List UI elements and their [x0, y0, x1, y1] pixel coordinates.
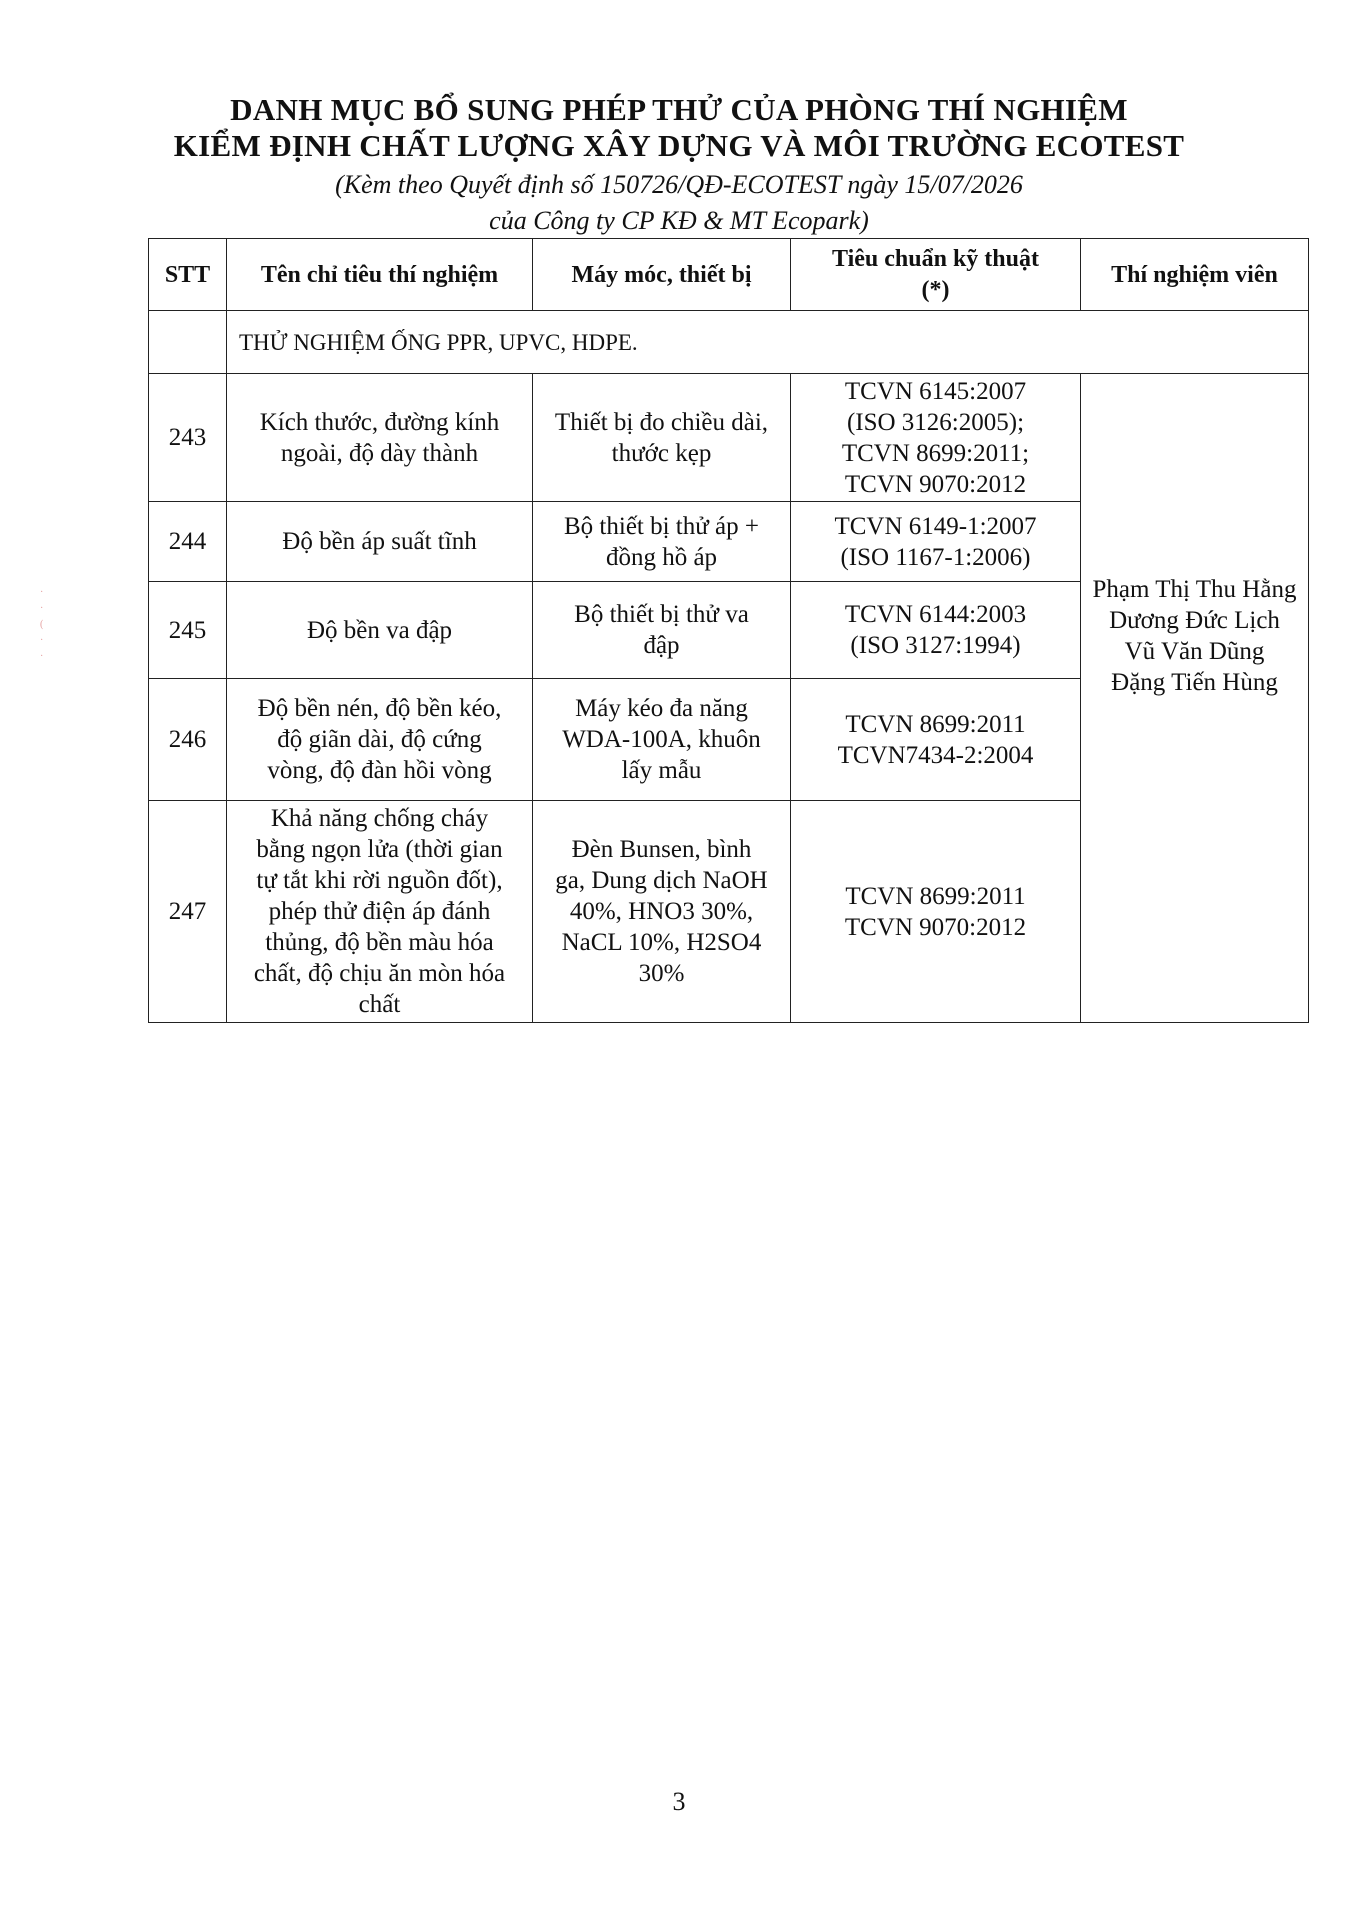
tester-name: Đặng Tiến Hùng — [1111, 669, 1278, 696]
document-title-line1: DANH MỤC BỔ SUNG PHÉP THỬ CỦA PHÒNG THÍ NGHIỆM — [230, 92, 1128, 127]
cell-line: lấy mẫu — [621, 757, 702, 784]
page-number: 3 — [672, 1787, 686, 1816]
tester-name: Vũ Văn Dũng — [1124, 638, 1265, 665]
cell-line: ngoài, độ dày thành — [280, 439, 479, 467]
row-equipment — [533, 582, 791, 679]
cell-line: Máy kéo đa năng — [575, 695, 748, 722]
row-equipment — [533, 801, 791, 1023]
margin-scan-marks: · · ( · · — [40, 587, 44, 662]
cell-line: phép thử điện áp đánh — [268, 898, 491, 925]
cell-line: ga, Dung dịch NaOH — [555, 867, 768, 894]
column-header-stt: STT — [149, 239, 227, 311]
column-header-equipment: Máy móc, thiết bị — [533, 239, 791, 311]
cell-line: Bộ thiết bị thử va — [574, 601, 749, 628]
table-header-row — [149, 239, 1309, 311]
cell-line: (ISO 3126:2005); — [846, 408, 1025, 436]
row-standard — [791, 582, 1081, 679]
row-stt: 244 — [149, 502, 227, 582]
cell-line: vòng, độ đàn hồi vòng — [267, 757, 492, 784]
cell-line: TCVN 8699:2011 — [845, 882, 1026, 910]
tester-name: Dương Đức Lịch — [1109, 607, 1280, 634]
section-stt-cell — [149, 311, 227, 374]
cell-line: Độ bền nén, độ bền kéo, — [257, 695, 502, 722]
cell-line: Thiết bị đo chiều dài, — [554, 408, 769, 436]
column-header-standard-line2: (*) — [921, 276, 950, 303]
row-equipment — [533, 374, 791, 502]
cell-line: TCVN 9070:2012 — [844, 470, 1027, 498]
cell-line: Bộ thiết bị thử áp + — [564, 512, 759, 540]
column-header-test-name: Tên chỉ tiêu thí nghiệm — [227, 239, 533, 311]
row-equipment — [533, 679, 791, 801]
cell-line: thước kẹp — [611, 439, 712, 467]
tester-name: Phạm Thị Thu Hằng — [1092, 576, 1297, 603]
document-subtitle-line1: (Kèm theo Quyết định số 150726/QĐ-ECOTEST ngày 15/07/2026 — [335, 170, 1023, 199]
table-row — [149, 374, 1309, 502]
section-title: THỬ NGHIỆM ỐNG PPR, UPVC, HDPE. — [227, 311, 1309, 374]
cell-line: (ISO 3127:1994) — [850, 632, 1021, 659]
cell-line: Đèn Bunsen, bình — [571, 836, 752, 863]
cell-line: Độ bền áp suất tĩnh — [282, 528, 477, 555]
cell-line: thủng, độ bền màu hóa — [265, 929, 494, 956]
cell-line: đập — [643, 632, 680, 659]
cell-line: NaCL 10%, H2SO4 — [561, 929, 762, 956]
cell-line: 40%, HNO3 30%, — [569, 898, 754, 925]
cell-line: Kích thước, đường kính — [259, 408, 500, 436]
document-subtitle-line2: của Công ty CP KĐ & MT Ecopark) — [489, 206, 869, 235]
section-row — [149, 311, 1309, 374]
row-equipment — [533, 502, 791, 582]
cell-line: bằng ngọn lửa (thời gian — [256, 836, 503, 863]
cell-line: TCVN7434-2:2004 — [837, 741, 1034, 769]
row-standard — [791, 374, 1081, 502]
cell-line: độ giãn dài, độ cứng — [277, 726, 482, 753]
cell-line: TCVN 6149-1:2007 — [834, 512, 1037, 540]
cell-line: Khả năng chống cháy — [270, 805, 489, 832]
cell-line: 30% — [638, 960, 685, 987]
column-header-tester: Thí nghiệm viên — [1081, 239, 1309, 311]
cell-line: WDA-100A, khuôn — [562, 726, 761, 753]
row-test-name — [227, 679, 533, 801]
column-header-standard-line1: Tiêu chuẩn kỹ thuật — [832, 245, 1039, 272]
cell-line: (ISO 1167-1:2006) — [840, 543, 1031, 571]
test-catalog-table — [148, 238, 1309, 1023]
row-standard — [791, 679, 1081, 801]
cell-line: TCVN 6144:2003 — [844, 601, 1027, 628]
row-stt: 245 — [149, 582, 227, 679]
row-test-name — [227, 801, 533, 1023]
row-stt: 243 — [149, 374, 227, 502]
tester-names-cell — [1081, 374, 1309, 1023]
cell-line: TCVN 6145:2007 — [844, 377, 1027, 405]
row-test-name — [227, 582, 533, 679]
cell-line: chất — [358, 991, 401, 1018]
cell-line: Độ bền va đập — [306, 616, 453, 644]
row-stt: 246 — [149, 679, 227, 801]
row-test-name — [227, 374, 533, 502]
tester-list — [1089, 574, 1300, 698]
column-header-standard — [791, 239, 1081, 311]
cell-line: TCVN 8699:2011 — [845, 710, 1026, 738]
cell-line: TCVN 9070:2012 — [844, 913, 1027, 941]
cell-line: chất, độ chịu ăn mòn hóa — [253, 960, 506, 987]
cell-line: đồng hồ áp — [605, 543, 718, 571]
row-stt: 247 — [149, 801, 227, 1023]
row-test-name — [227, 502, 533, 582]
document-title-line2: KIỂM ĐỊNH CHẤT LƯỢNG XÂY DỰNG VÀ MÔI TRƯỜNG ECOTEST — [173, 128, 1185, 163]
cell-line: TCVN 8699:2011; — [841, 439, 1030, 467]
cell-line: tự tắt khi rời nguồn đốt), — [256, 867, 503, 894]
row-standard — [791, 801, 1081, 1023]
row-standard — [791, 502, 1081, 582]
